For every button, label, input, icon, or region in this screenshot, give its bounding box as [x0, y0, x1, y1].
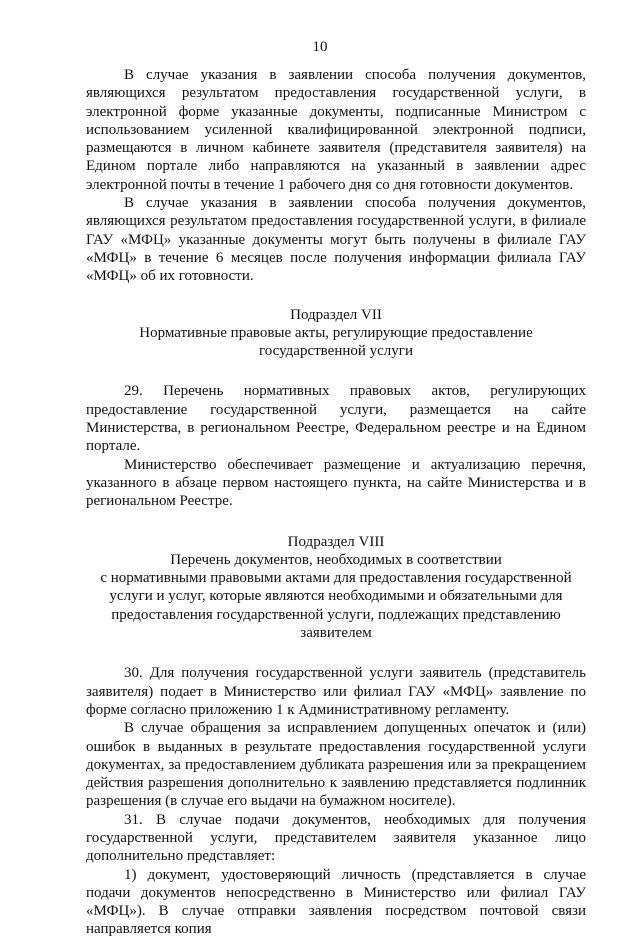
- section-subtitle-line: Нормативные правовые акты, регулирующие предоставление: [139, 324, 533, 341]
- section-heading: Подраздел VII: [290, 306, 382, 323]
- paragraph: 1) документ, удостоверяющий личность (представляется в случае подачи документов непосредственно в Министерство или филиал ГАУ «МФЦ»). В случае отправки заявления посредством почтовой связи направляется копия: [86, 866, 586, 938]
- section-subtitle-line: Перечень документов, необходимых в соответствии: [170, 551, 502, 568]
- section-heading: Подраздел VIII: [287, 533, 385, 550]
- paragraph: 30. Для получения государственной услуги заявитель (представитель заявителя) подает в Министерство или филиал ГАУ «МФЦ» заявление по форме согласно приложению 1 к Административному регламенту.: [86, 665, 586, 718]
- section-subtitle-line: услуги и услуг, которые являются необходимыми и обязательными для: [109, 588, 563, 605]
- section-subtitle-line: предоставления государственной услуги, подлежащих представлению: [111, 606, 561, 623]
- document-body: [86, 66, 586, 939]
- paragraph: В случае указания в заявлении способа получения документов, являющихся результатом предоставления государственной услуги, в электронной форме указанные документы, подписанные Министром с использованием усиленной квалифицированной электронной подписи, размещаются в личном кабинете заявителя (представителя заявителя) на Едином портале либо направляются на указанный в заявлении адрес электронной почты в течение 1 рабочего дня со дня готовности документов.: [86, 67, 586, 193]
- paragraph: 31. В случае подачи документов, необходимых для получения государственной услуги, представителем заявителя указанное лицо дополнительно представляет:: [86, 811, 586, 865]
- paragraph: В случае указания в заявлении способа получения документов, являющихся результатом предоставления государственной услуги, в филиале ГАУ «МФЦ» указанные документы могут быть получены в филиале ГАУ «МФЦ» в течение 6 месяцев после получения информации филиала ГАУ «МФЦ» об их готовности.: [86, 195, 586, 285]
- section-subtitle-line: с нормативными правовыми актами для предоставления государственной: [100, 570, 572, 587]
- paragraph: 29. Перечень нормативных правовых актов, регулирующих предоставление государственной услуги, размещается на сайте Министерства, в региональном Реестре, Федеральном реестре и на Едином портале.: [86, 383, 586, 455]
- page-number: 10: [312, 39, 328, 55]
- section-subtitle-line: государственной услуги: [259, 343, 413, 360]
- paragraph: Министерство обеспечивает размещение и актуализацию перечня, указанного в абзаце первом настоящего пункта, на сайте Министерства и в региональном Реестре.: [86, 456, 586, 510]
- section-subtitle-line: заявителем: [300, 625, 372, 642]
- paragraph: В случае обращения за исправлением допущенных опечаток и (или) ошибок в выданных в результате предоставления государственной услуги документах, за предоставлением дубликата разрешения или за прекращением действия разрешения дополнительно к заявлению представляется подлинник разрешения (в случае его выдачи на бумажном носителе).: [86, 720, 586, 810]
